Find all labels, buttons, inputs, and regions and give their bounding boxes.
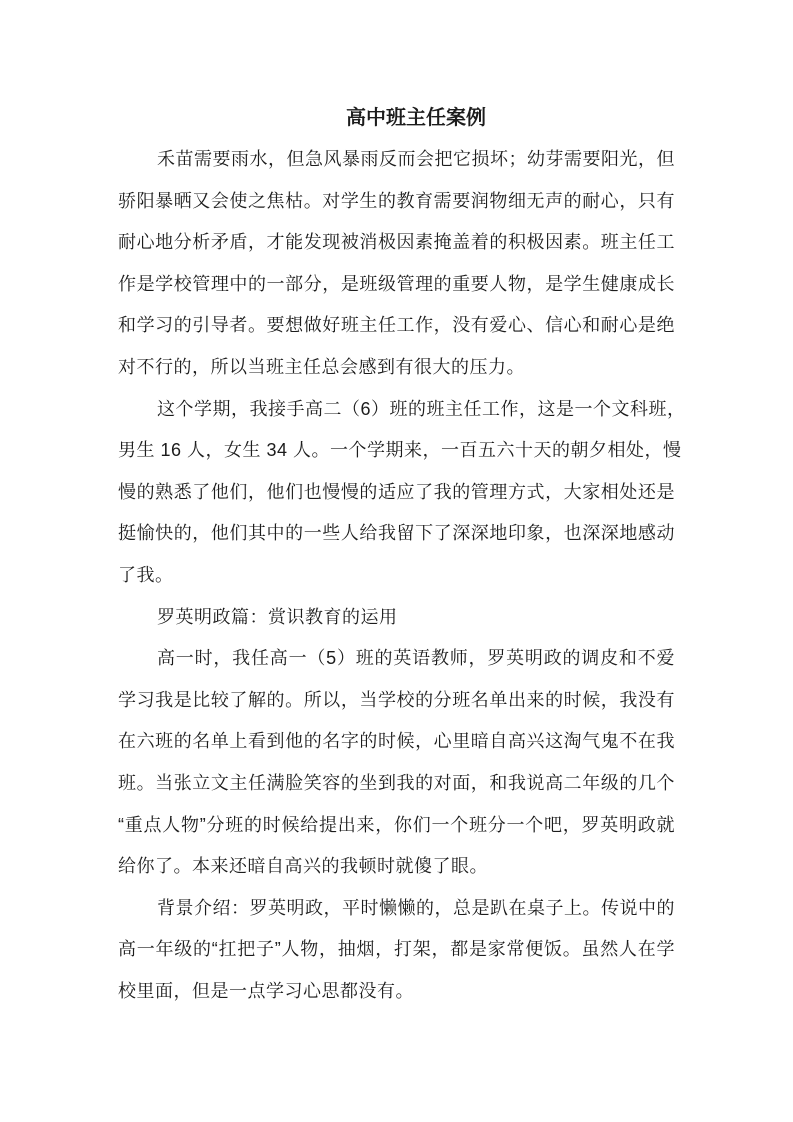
paragraph-section-heading bbox=[118, 597, 675, 639]
text-line: 男生 16 人，女生 34 人。一个学期来，一百五六十天的朝夕相处，慢 bbox=[118, 440, 682, 461]
text-line: 和学习的引导者。要想做好班主任工作，没有爱心、信心和耐心是绝 bbox=[118, 315, 675, 336]
text-line: 给你了。本来还暗自高兴的我顿时就傻了眼。 bbox=[118, 856, 488, 877]
text-line: 对不行的，所以当班主任总会感到有很大的压力。 bbox=[118, 356, 525, 377]
text-line: 慢的熟悉了他们，他们也慢慢的适应了我的管理方式，大家相处还是 bbox=[118, 481, 675, 502]
text-line: 挺愉快的，他们其中的一些人给我留下了深深地印象，也深深地感动 bbox=[118, 523, 675, 544]
paragraph-background bbox=[118, 888, 675, 1013]
text-line: 了我。 bbox=[118, 564, 174, 585]
text-line: 这个学期，我接手高二（6）班的班主任工作，这是一个文科班， bbox=[157, 398, 686, 419]
text-line: 高一年级的“扛把子”人物，抽烟，打架，都是家常便饭。虽然人在学 bbox=[118, 939, 675, 960]
paragraph-class-overview bbox=[118, 389, 686, 597]
text-line: 罗英明政篇：赏识教育的运用 bbox=[157, 606, 398, 627]
text-line: 校里面，但是一点学习心思都没有。 bbox=[118, 980, 414, 1001]
text-line: 高一时，我任高一（5）班的英语教师，罗英明政的调皮和不爱 bbox=[157, 648, 675, 669]
text-line: 背景介绍：罗英明政，平时懒懒的，总是趴在桌子上。传说中的 bbox=[157, 897, 675, 918]
text-line: 班。当张立文主任满脸笑容的坐到我的对面，和我说高二年级的几个 bbox=[118, 772, 675, 793]
document-title: 高中班主任案例 bbox=[346, 107, 486, 129]
text-line: 在六班的名单上看到他的名字的时候，心里暗自高兴这淘气鬼不在我 bbox=[118, 731, 675, 752]
text-line: 学习我是比较了解的。所以，当学校的分班名单出来的时候，我没有 bbox=[118, 689, 675, 710]
text-line: 作是学校管理中的一部分，是班级管理的重要人物，是学生健康成长 bbox=[118, 273, 675, 294]
text-line: “重点人物”分班的时候给提出来，你们一个班分一个吧，罗英明政就 bbox=[118, 814, 675, 835]
text-line: 骄阳暴晒又会使之焦枯。对学生的教育需要润物细无声的耐心，只有 bbox=[118, 190, 675, 211]
text-line: 禾苗需要雨水，但急风暴雨反而会把它损坏；幼芽需要阳光，但 bbox=[157, 149, 675, 169]
text-line: 耐心地分析矛盾，才能发现被消极因素掩盖着的积极因素。班主任工 bbox=[118, 232, 675, 253]
paragraph-intro bbox=[118, 139, 675, 389]
paragraph-story bbox=[118, 638, 675, 888]
